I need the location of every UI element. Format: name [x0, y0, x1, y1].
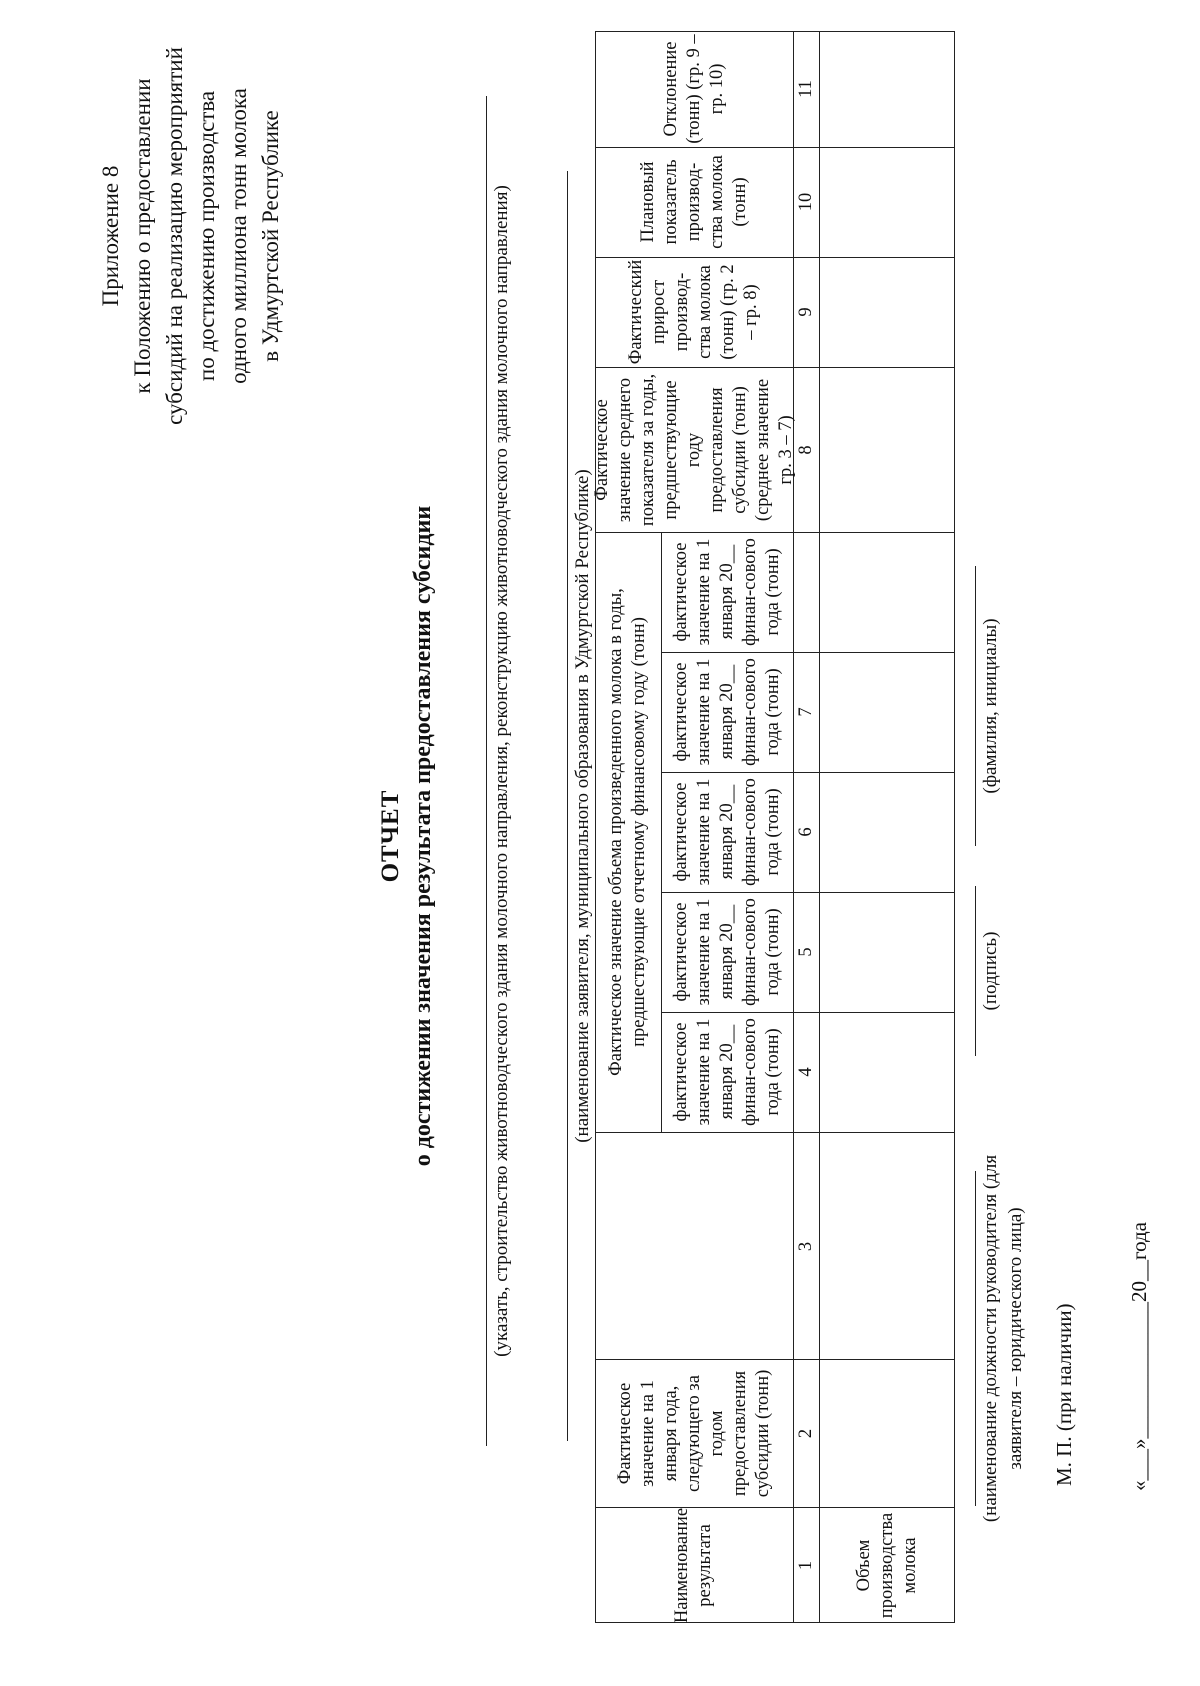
applicant-blank-line [567, 171, 568, 1441]
column-number: 11 [796, 80, 816, 98]
header-year-col-3: фактическое значение на 1 января 20__ финан-сового года (тонн) [671, 1018, 783, 1126]
applicant-caption: (наименование заявителя, муниципального образования в Удмуртской Республике) [572, 469, 593, 1143]
column-number: 8 [796, 445, 816, 455]
column-number: 7 [796, 707, 816, 717]
name-caption: (фамилия, инициалы) [980, 618, 1001, 794]
column-number: 9 [796, 307, 816, 317]
header-year-col-6: фактическое значение на 1 января 20__ финан-сового года (тонн) [671, 658, 783, 766]
number-row-divider [819, 31, 820, 1623]
col-border [595, 1359, 955, 1360]
sign-blank-line [975, 886, 976, 1056]
column-number: 3 [796, 1241, 816, 1252]
appendix-line: субсидий на реализацию мероприятий [162, 47, 187, 425]
header-actual-value: Фактическое значение на 1 января года, следующего за годом предоставления субсидии (тонн) [614, 1369, 773, 1498]
header-year-col-7: фактическое значение на 1 января 20__ финан-сового года (тонн) [671, 538, 783, 646]
project-caption: (указать, строительство животноводческого здания молочного направления, реконструкцию животноводческого здания молочного направления) [491, 185, 512, 1357]
header-average-value: Фактическое значение среднего показателя за годы, предшествующие году предоставления субсидии (тонн) (среднее значение гр. 3 – 7) [591, 373, 796, 527]
project-blank-line [486, 96, 487, 1446]
column-number: 4 [796, 1067, 816, 1077]
appendix-line: в Удмуртской Республике [258, 110, 283, 362]
position-blank-line [975, 1171, 976, 1506]
appendix-line: одного миллиона тонн молока [226, 88, 251, 384]
header-result-name: Наименование результата [672, 1507, 715, 1624]
name-blank-line [975, 566, 976, 846]
header-actual-growth: Фактический прирост производ-ства молока (тонн) (гр. 2 – гр. 8) [626, 259, 761, 365]
table-border-bottom [954, 31, 955, 1623]
col-border [595, 1132, 955, 1133]
date-line: «___»_____________20__года [1127, 1222, 1151, 1491]
column-number: 1 [796, 1560, 816, 1571]
title-sub: о достижении значения результата предоставления субсидии [410, 505, 436, 1167]
header-deviation: Отклонение (тонн) (гр. 9 – гр. 10) [660, 34, 727, 144]
header-planned-value: Плановый показатель производ-ства молока (тонн) [637, 155, 750, 249]
header-year-col-4: фактическое значение на 1 января 20__ финан-сового года (тонн) [671, 898, 783, 1006]
column-number: 2 [796, 1428, 816, 1439]
report-table [591, 31, 955, 1624]
column-number: 5 [796, 947, 816, 957]
row-result-name: Объем производства молока [853, 1512, 920, 1619]
sign-caption: (подпись) [980, 931, 1001, 1011]
appendix-line: по достижению производства [194, 90, 219, 382]
report-title [375, 46, 439, 1626]
position-caption: (наименование должности руководителя (для заявителя – юридического лица) [980, 1154, 1026, 1523]
appendix-line: к Положению о предоставлении [130, 78, 155, 394]
column-number: 10 [796, 192, 816, 212]
col-border [595, 367, 955, 368]
stamp-place: М. П. (при наличии) [1052, 1303, 1076, 1486]
appendix-note [95, 16, 287, 456]
header-group-milk-volume: Фактическое значение объема произведенного молока в годы, предшествующие отчетному финансовому году (тонн) [606, 588, 649, 1076]
title-main: ОТЧЕТ [377, 789, 404, 883]
header-year-col-5: фактическое значение на 1 января 20__ финан-сового года (тонн) [671, 778, 783, 886]
column-number: 6 [796, 827, 816, 837]
appendix-line: Приложение 8 [98, 165, 123, 307]
